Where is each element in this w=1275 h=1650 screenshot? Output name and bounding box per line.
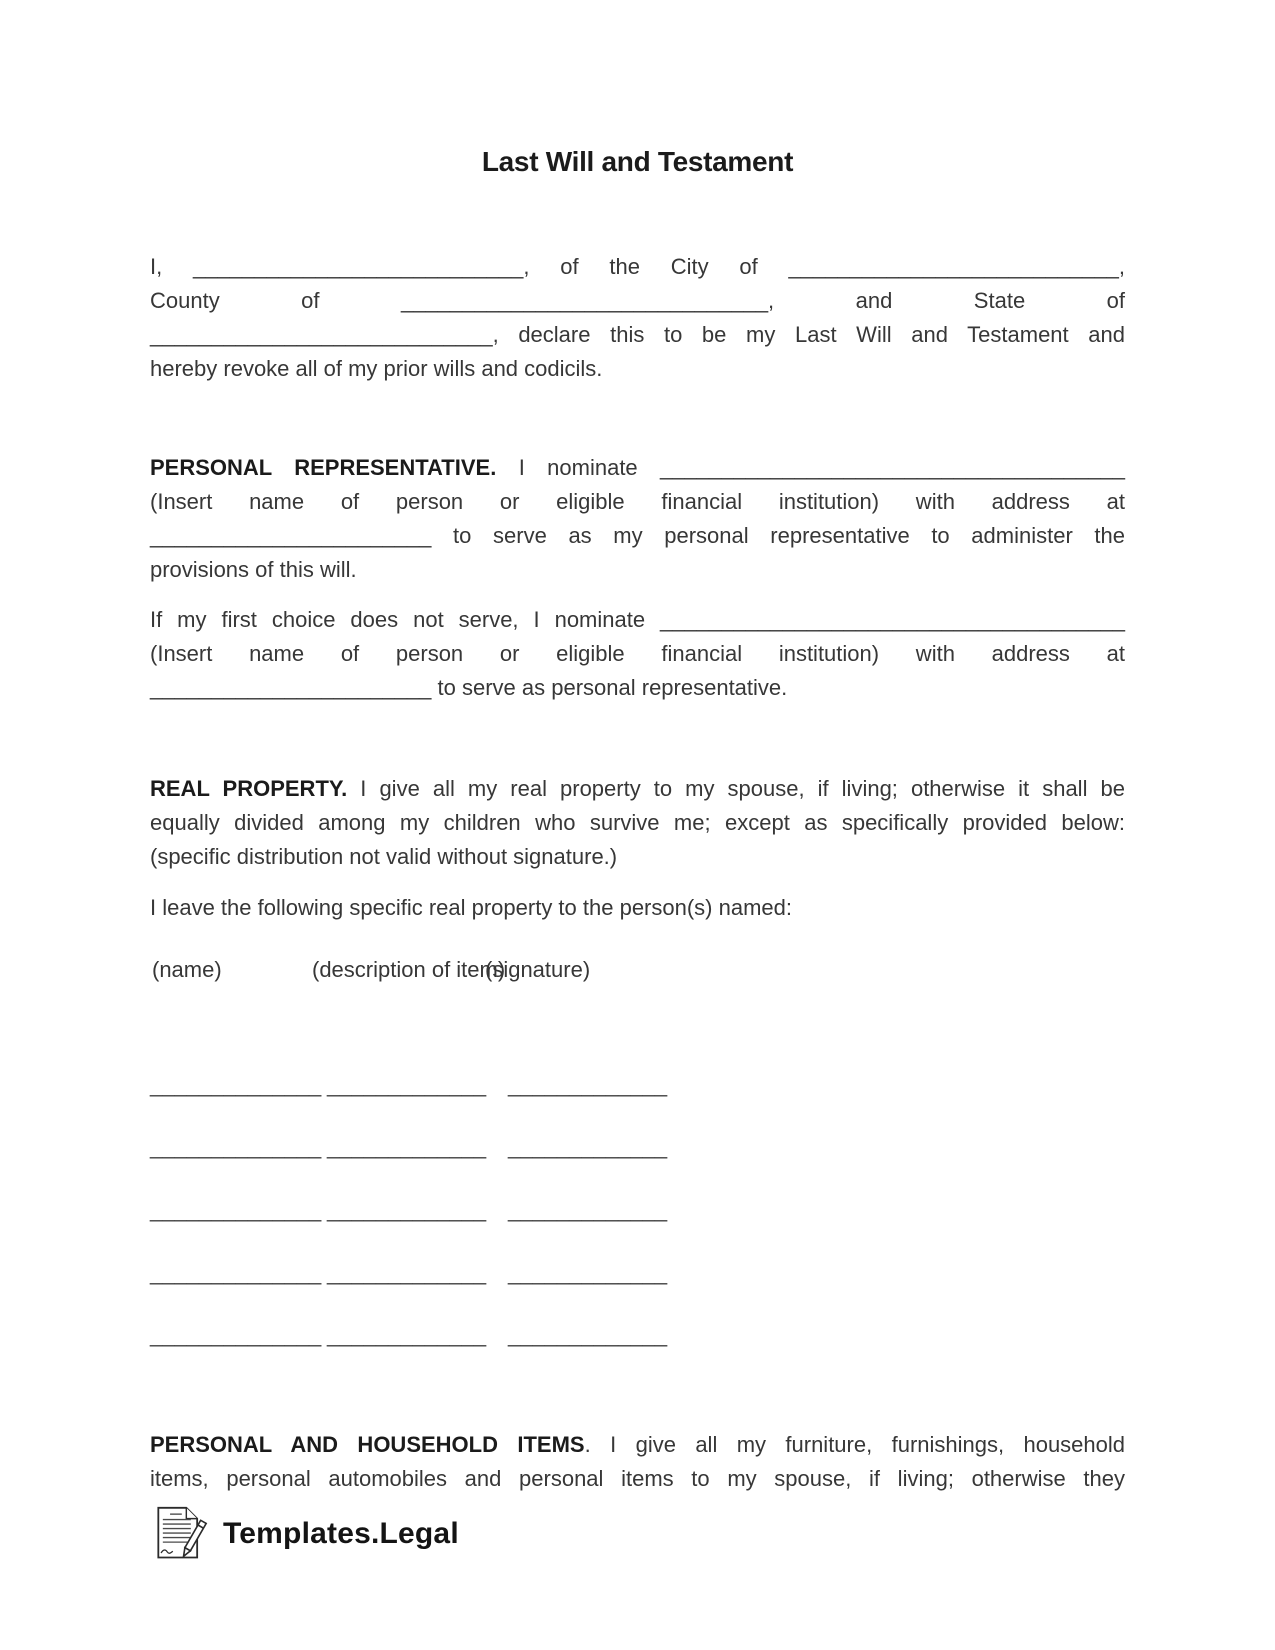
household-items-line-2: items, personal automobiles and personal items to my spouse, if living; otherwise they <box>150 1466 1125 1491</box>
real-property-line-1 <box>150 772 1125 806</box>
personal-representative-paragraph-2 <box>150 603 1125 705</box>
household-items-text: . I give all my furniture, furnishings, household <box>584 1432 1126 1457</box>
signature-blank-field[interactable]: _____________ <box>508 1134 668 1159</box>
property-table-row <box>150 1068 1125 1102</box>
household-items-line-1 <box>150 1428 1125 1462</box>
description-blank-field[interactable]: _____________ <box>327 1260 487 1285</box>
opening-paragraph <box>150 250 1125 386</box>
property-table-row <box>150 1193 1125 1227</box>
opening-line-1: I, ___________________________, of the City of ___________________________, <box>150 254 1125 279</box>
personal-representative-heading: PERSONAL REPRESENTATIVE. <box>150 455 497 480</box>
name-blank-field[interactable]: ______________ <box>150 1197 322 1222</box>
real-property-heading: REAL PROPERTY. <box>150 776 348 801</box>
description-blank-field[interactable]: _____________ <box>327 1134 487 1159</box>
property-table-row <box>150 1318 1125 1352</box>
footer-brand <box>152 1503 459 1565</box>
column-header-description: (description of item) <box>312 957 506 982</box>
description-blank-field[interactable]: _____________ <box>327 1322 487 1347</box>
name-blank-field[interactable]: ______________ <box>150 1134 322 1159</box>
real-property-line-3: (specific distribution not valid without signature.) <box>150 844 618 869</box>
personal-representative-paragraph-1 <box>150 451 1125 587</box>
personal-representative-line-3: _______________________ to serve as my personal representative to administer the <box>150 523 1125 548</box>
property-table-headers <box>150 953 1125 987</box>
name-blank-field[interactable]: ______________ <box>150 1072 322 1097</box>
opening-line-3: ____________________________, declare this to be my Last Will and Testament and <box>150 322 1125 347</box>
name-blank-field[interactable]: ______________ <box>150 1260 322 1285</box>
description-blank-field[interactable]: _____________ <box>327 1197 487 1222</box>
personal-representative-line-4: provisions of this will. <box>150 557 357 582</box>
household-items-heading: PERSONAL AND HOUSEHOLD ITEMS <box>150 1432 585 1457</box>
signature-blank-field[interactable]: _____________ <box>508 1322 668 1347</box>
column-header-name: (name) <box>152 957 222 982</box>
personal-representative-line-1 <box>150 451 1125 485</box>
real-property-text: I give all my real property to my spouse, if living; otherwise it shall be <box>360 776 1125 801</box>
personal-representative-nominate-text: I nominate ______________________________________ <box>518 455 1125 480</box>
alternate-representative-line-1: If my first choice does not serve, I nominate ______________________________________ <box>150 607 1125 632</box>
document-pencil-icon <box>152 1504 208 1564</box>
column-header-signature: (signature) <box>485 957 591 982</box>
alternate-representative-line-3: _______________________ to serve as personal representative. <box>150 675 788 700</box>
opening-line-2: County of ______________________________, and State of <box>150 288 1125 313</box>
name-blank-field[interactable]: ______________ <box>150 1322 322 1347</box>
page-title: Last Will and Testament <box>481 146 794 177</box>
signature-blank-field[interactable]: _____________ <box>508 1197 668 1222</box>
personal-representative-line-2: (Insert name of person or eligible financial institution) with address at <box>150 489 1125 514</box>
signature-blank-field[interactable]: _____________ <box>508 1072 668 1097</box>
description-blank-field[interactable]: _____________ <box>327 1072 487 1097</box>
real-property-line-2: equally divided among my children who survive me; except as specifically provided below: <box>150 810 1125 835</box>
property-table-row <box>150 1130 1125 1164</box>
household-items-paragraph <box>150 1428 1125 1496</box>
real-property-paragraph <box>150 772 1125 874</box>
brand-name: Templates.Legal <box>223 1517 459 1550</box>
property-table-row <box>150 1256 1125 1290</box>
signature-blank-field[interactable]: _____________ <box>508 1260 668 1285</box>
property-list-intro: I leave the following specific real property to the person(s) named: <box>150 895 792 920</box>
opening-line-4: hereby revoke all of my prior wills and codicils. <box>150 356 603 381</box>
alternate-representative-line-2: (Insert name of person or eligible financial institution) with address at <box>150 641 1125 666</box>
